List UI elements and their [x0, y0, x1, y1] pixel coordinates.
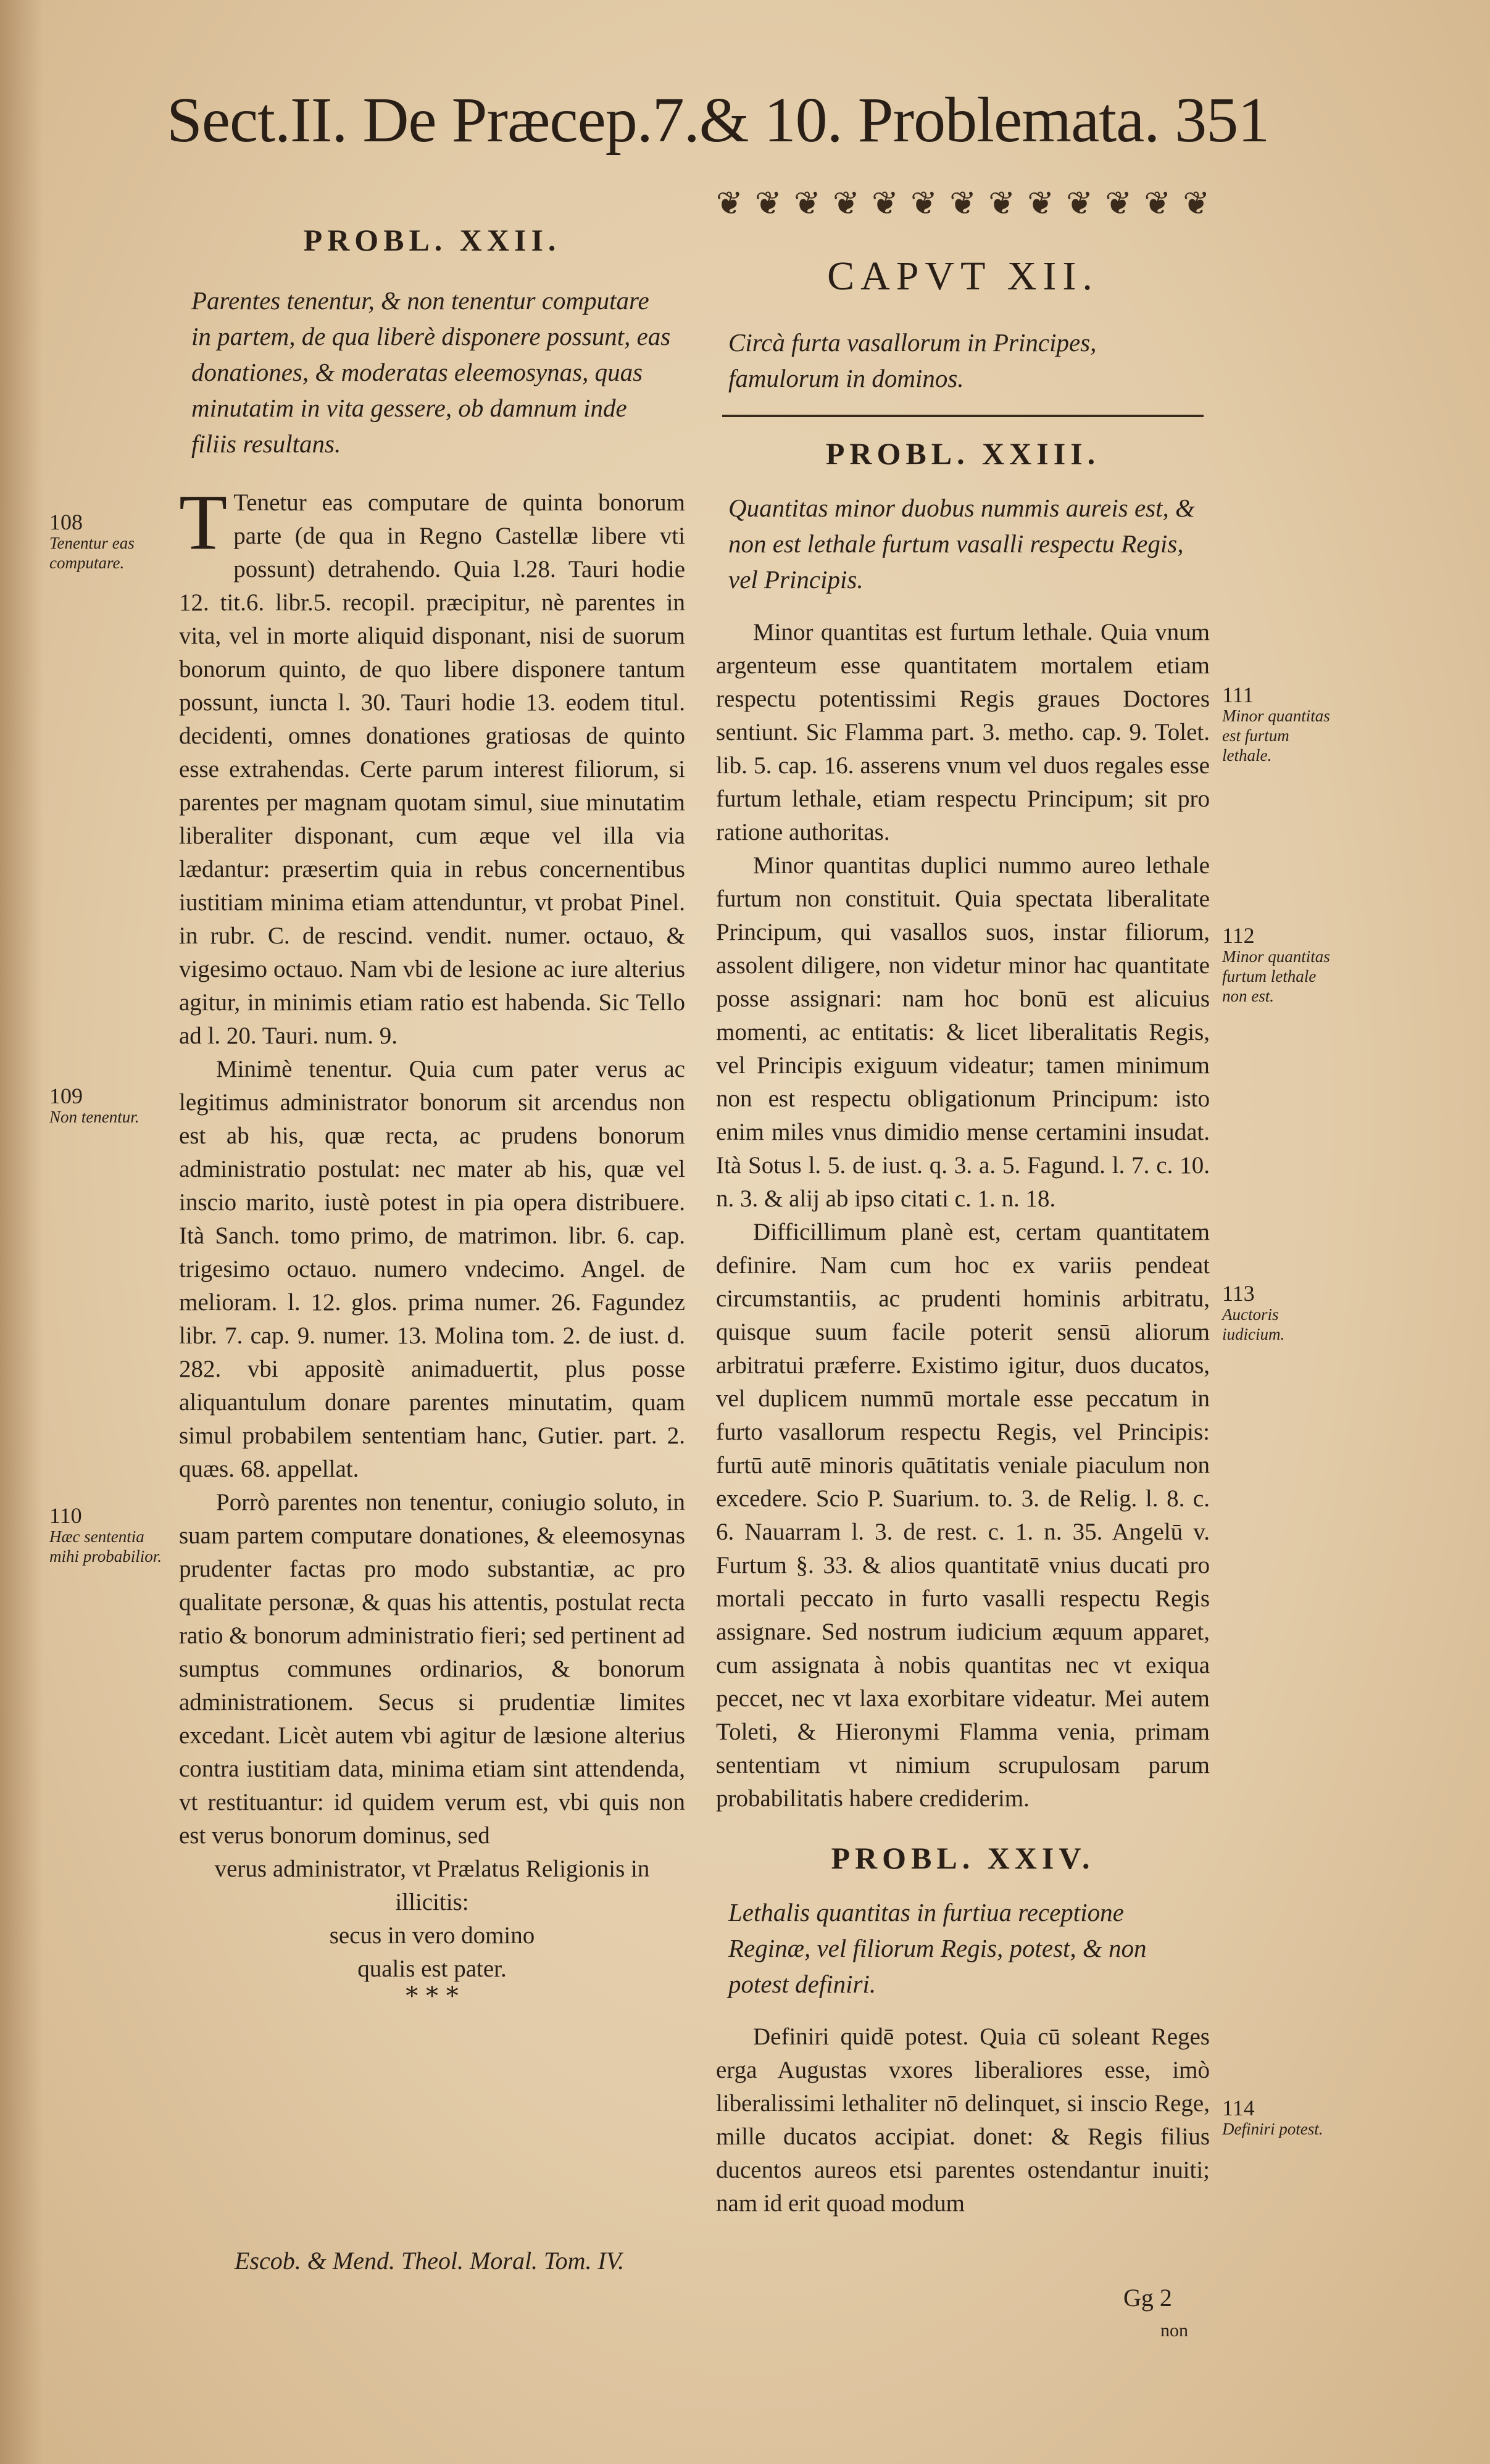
probl-24-summary: Lethalis quantitas in furtiua receptione Reginæ, vel filiorum Regis, potest, & non potest definiri. [728, 1898, 1147, 1998]
asterisks: * * * [406, 1982, 459, 2010]
fleuron-icon: ❦ [1105, 185, 1132, 222]
fleuron-icon: ❦ [1183, 185, 1210, 222]
tail-line-3: qualis est pater. [357, 1956, 507, 1982]
running-head: Sect.II. De Præcep.7.& 10. Problemata. 351 [167, 85, 1270, 156]
tail-line-1: verus administrator, vt Prælatus Religionis in illicitis: [214, 1856, 650, 1915]
margin-note-110: 110 Hæc sententia mihi probabilior. [49, 1503, 162, 1566]
para-108: T Tenetur eas computare de quinta bonorum parte (de qua in Regno Castellæ libere vti possunt) detrahendo. Quia l.28. Tauri hodie 12. tit.6. libr.5. recopil. præcipitur, nè parentes in vita, vel in morte aliquid disponant, nisi de suorum bonorum quinto, de quo libere disponere tantum possunt, iuncta l. 30. Tauri hodie 13. eodem titul. decidenti, omnes donationes gratiosas de quinto esse extrahendas. Certe parum interest filiorum, si parentes per magnam quotam simul, siue minutatim liberaliter disponant, cum æque vel illa via lædantur: præsertim quia in rebus concernentibus iustitiam minima etiam attenduntur, vt probat Pinel. in rubr. C. de rescind. vendit. numer. octauo, & vigesimo octauo. Nam vbi de lesione ac iure alterius agitur, in minimis etiam ratio est habenda. Sic Tello ad l. 20. Tauri. num. 9. [179, 478, 685, 1049]
left-column [179, 185, 685, 2010]
fleuron-icon: ❦ [755, 185, 782, 222]
probl-24-title: PROBL. XXIV. [831, 1841, 1095, 1875]
fleuron-icon: ❦ [910, 185, 938, 222]
margin-note-113: 113 Auctoris iudicium. [1222, 1281, 1285, 1343]
left-body [179, 478, 685, 1852]
margin-note-108: 108 Tenentur eas computare. [49, 510, 135, 572]
footer-signature-line: Escob. & Mend. Theol. Moral. Tom. IV. [235, 2247, 625, 2275]
fleuron-icon: ❦ [794, 185, 821, 222]
right-body-23 [716, 616, 1210, 1815]
para-112: Minor quantitas duplici nummo aureo lethale furtum non constituit. Quia spectata liberalitate Principum, qui vasallos suos, instar filiorum, assolent diligere, non videtur minor hac quantitate posse assignari: nam hoc bonū est alicuius momenti, ac entitatis: & licet liberalitatis Regis, vel Principis exiguum videatur; tamen minimum non est respectu obligationum Principum: isto enim miles vnus dimidio mense certamini insudat. Ità Sotus l. 5. de iust. q. 3. a. 5. Fagund. l. 7. c. 10. n. 3. & alij ab ipso citati c. 1. n. 18. [716, 852, 1210, 1212]
fleuron-icon: ❦ [1144, 185, 1171, 222]
dropcap-t: T [179, 478, 228, 566]
fleuron-icon: ❦ [988, 185, 1015, 222]
footer-catchword: non [1160, 2320, 1188, 2341]
margin-note-109: 109 Non tenentur. [49, 1084, 139, 1126]
page-gutter-shadow [0, 0, 43, 2464]
fleuron-icon: ❦ [1066, 185, 1093, 222]
margin-note-112: 112 Minor quantitas furtum lethale non est. [1222, 923, 1330, 1005]
caput-summary: Circà furta vasallorum in Principes, famulorum in dominos. [728, 328, 1097, 392]
para-113: Difficillimum planè est, certam quantitatem definire. Nam cum hoc ex variis pendeat circumstantiis, ac prudenti hominis arbitratu, quisque suum facile poterit sensū aliorum arbitratui præferre. Existimo igitur, duos ducatos, vel duplicem nummū mortale esse peccatum in furto vasallorum respectu Regis, vel Principis: furtū autē minoris quātitatis veniale piaculum non excedere. Scio P. Suarium. to. 3. de Relig. l. 8. c. 6. Nauarram l. 3. de rest. c. 1. n. 35. Angelū v. Furtum §. 33. & alios quantitatē vnius ducati pro mortali peccato in furto vasalli respectu Regis assignare. Sed nostrum iudicium æquum apparet, cum assignata à nobis quantitas nec vt exiqua peccet, nec vt laxa exorbitare videatur. Mei autem Toleti, & Hieronymi Flamma venia, primam sententiam vt nimium scrupulosam parum probabilitatis habere crediderim. [716, 1219, 1210, 1812]
margin-note-111: 111 Minor quantitas est furtum lethale. [1222, 682, 1330, 765]
probl-23-title: PROBL. XXIII. [825, 436, 1101, 471]
fleuron-icon: ❦ [1027, 185, 1054, 222]
margin-note-114: 114 Definiri potest. [1222, 2096, 1323, 2138]
fleuron-icon: ❦ [949, 185, 976, 222]
fleuron-icon: ❦ [833, 185, 860, 222]
fleuron-icon: ❦ [716, 185, 743, 222]
probl-22-title: PROBL. XXII. [303, 223, 561, 257]
para-114: Definiri quidē potest. Quia cū soleant Reges erga Augustas vxores liberaliores esse, imò liberalissimi lethaliter nō delinquet, si inscio Rege, mille ducatos accipiat. donet: & Regis filius ducentos aureos etsi parentes ostendantur inuiti; nam id erit quoad modum [716, 2023, 1210, 2217]
caput-title: CAPVT XII. [827, 254, 1099, 299]
probl-22-summary: Parentes tenentur, & non tenentur computare in partem, de qua liberè disponere possunt, eas donationes, & moderatas eleemosynas, quas minutatim in vita gessere, ob damnum inde filiis resultans. [191, 286, 671, 458]
para-111: Minor quantitas est furtum lethale. Quia vnum argenteum esse quantitatem mortalem etiam respectu potentissimi Regis graues Doctores sentiunt. Sic Flamma part. 3. metho. cap. 9. Tolet. lib. 5. cap. 16. asserens vnum vel duos regales esse furtum lethale, etiam respectu Principum; sit pro ratione authoritas. [716, 619, 1210, 845]
footer-signature-mark: Gg 2 [1123, 2284, 1172, 2312]
ornament-row [716, 185, 1210, 222]
tail-line-2: secus in vero domino [329, 1922, 535, 1949]
probl-23-summary: Quantitas minor duobus nummis aureis est, & non est lethale furtum vasalli respectu Regis, vel Principis. [728, 494, 1195, 594]
right-body-24 [716, 2020, 1210, 2220]
right-column [716, 185, 1210, 2220]
para-109: Minimè tenentur. Quia cum pater verus ac legitimus administrator bonorum sit arcendus non est ab his, quæ recta, ac prudens bonorum administratio postulat: nec mater ab his, quæ vel inscio marito, iustè potest in pia opera distribuere. Ità Sanch. tomo primo, de matrimon. libr. 6. cap. trigesimo octauo. numero vndecimo. Angel. de melioram. l. 12. glos. prima numer. 26. Fagundez libr. 7. cap. 9. numer. 13. Molina tom. 2. de iust. d. 282. vbi appositè animaduertit, plus posse aliquantulum donare parentes minutatim, quam simul probabilem sententiam hanc, Gutier. part. 2. quæs. 68. appellat. [179, 1056, 685, 1482]
fleuron-icon: ❦ [872, 185, 899, 222]
para-110: Porrò parentes non tenentur, coniugio soluto, in suam partem computare donationes, & eleemosynas prudenter factas pro modo substantiæ, ac pro qualitate personæ, & quas his attentis, postulat recta ratio & bonorum administratio fieri; sed pertinent ad sumptus communes ordinarios, & bonorum administrationem. Secus si prudentiæ limites excedant. Licèt autem vbi agitur de læsione alterius contra iustitiam data, minima etiam sint attendenda, vt restituantur: id quidem verum est, vbi quis non est verus bonorum dominus, sed [179, 1489, 685, 1849]
